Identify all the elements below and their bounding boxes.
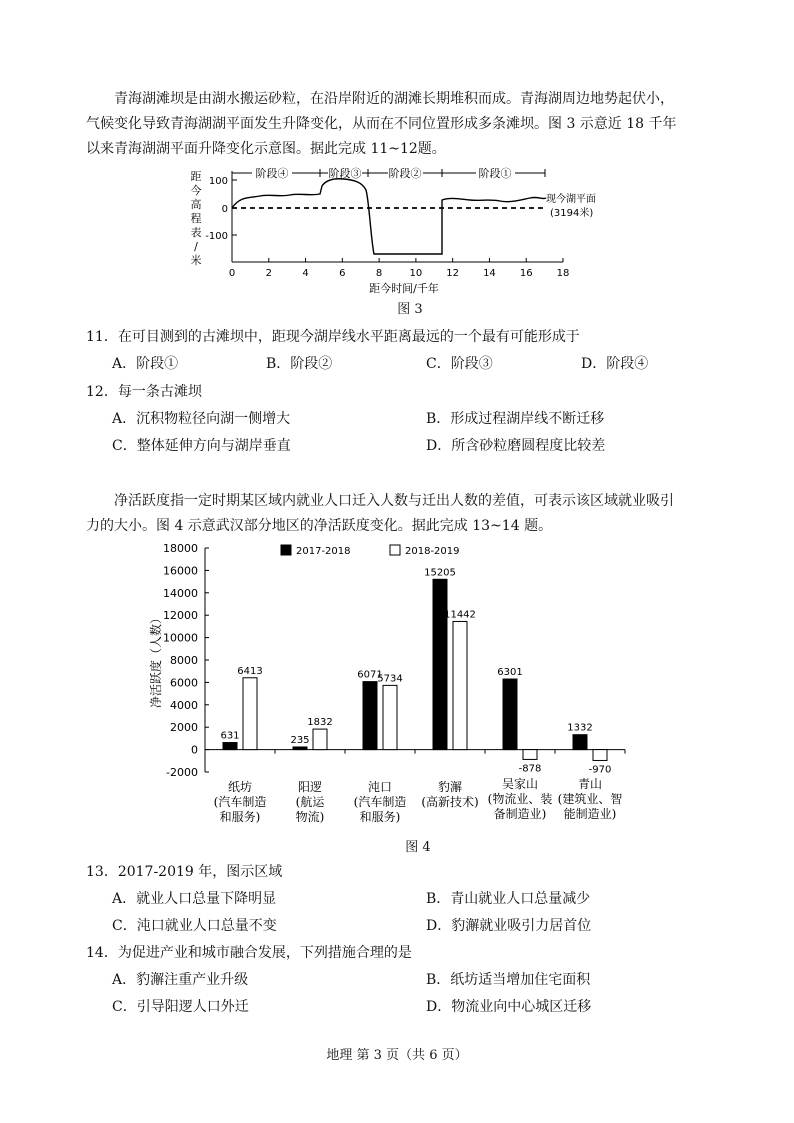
passage2-line2: 力的大小。图 4 示意武汉部分地区的净活跃度变化。据此完成 13~14 题。: [86, 518, 553, 534]
fig4-category-label: 沌口: [367, 780, 393, 794]
fig3-stage-bar: [232, 167, 545, 180]
fig4-bar-2018-2019: [383, 685, 397, 749]
q12-option-d[interactable]: D．所含砂粒磨圆程度比较差: [426, 438, 606, 454]
fig4-ytick-label: 0: [191, 743, 198, 757]
fig4-data-label: 6413: [237, 665, 263, 677]
fig4-data-label: 11442: [444, 609, 476, 621]
fig3-caption: 图 3: [397, 302, 423, 317]
fig4-ytick-label: 16000: [163, 564, 198, 578]
passage2-line1: 净活跃度指一定时期某区域内就业人口迁入人数与迁出人数的差值，可表示该区域就业吸引: [114, 493, 674, 509]
fig4-ytick-label: 14000: [163, 586, 198, 600]
fig4-bar-2018-2019: [593, 750, 607, 761]
figure-4-bar-chart: [140, 535, 640, 835]
fig4-legend-swatch-2018: [390, 545, 400, 555]
fig4-category-label: (汽车制造: [213, 795, 267, 809]
fig4-ytick-label: 18000: [163, 542, 198, 555]
fig4-data-label: 631: [220, 730, 240, 742]
fig3-y-label-char: /: [194, 240, 198, 253]
fig4-ytick-label: 10000: [163, 631, 198, 645]
fig4-legend-swatch-2017: [281, 545, 291, 555]
fig4-category-label: (物流业、装: [487, 792, 553, 806]
fig4-ytick-label: 4000: [170, 698, 198, 712]
fig4-ytick-label: 8000: [170, 654, 198, 667]
fig3-lake-label: 现今湖平面: [546, 194, 596, 205]
q14-option-a[interactable]: A．豹澥注重产业升级: [112, 972, 249, 988]
q13-option-a[interactable]: A．就业人口总量下降明显: [112, 891, 277, 907]
fig3-xtick-label: 12: [446, 268, 460, 279]
fig4-bar-2018-2019: [313, 729, 327, 750]
fig4-bar-2017-2018: [503, 679, 517, 750]
q14-option-d[interactable]: D．物流业向中心城区迁移: [426, 999, 592, 1015]
fig4-data-label: 15205: [424, 567, 456, 579]
fig3-stage-label: 阶段④: [255, 167, 289, 180]
fig4-bar-2017-2018: [363, 682, 377, 750]
q11-option-a[interactable]: A．阶段①: [112, 356, 179, 372]
fig4-data-label: 1332: [567, 722, 593, 734]
fig4-category-label: 阳逻: [297, 780, 323, 794]
fig3-y-label-char: 米: [190, 254, 202, 267]
q12-option-a[interactable]: A．沉积物粒径向湖一侧增大: [112, 411, 291, 427]
q13-option-c[interactable]: C．沌口就业人口总量不变: [112, 918, 277, 934]
fig4-data-label: 6301: [497, 667, 523, 679]
fig3-ytick: -100: [205, 231, 228, 242]
fig3-xtick-label: 4: [302, 268, 309, 279]
q14-option-b[interactable]: B．纸坊适当增加住宅面积: [426, 972, 591, 988]
fig3-y-label-char: 距: [190, 170, 202, 183]
fig4-axes: [205, 548, 625, 775]
q12-option-c[interactable]: C．整体延伸方向与湖岸垂直: [112, 438, 291, 454]
fig3-xtick-label: 16: [519, 268, 533, 279]
fig4-data-label: -878: [518, 763, 542, 775]
fig4-category-label: (建筑业、智: [557, 792, 623, 806]
q12-stem: 12．每一条古滩坝: [86, 384, 202, 400]
fig3-ytick: 0: [221, 204, 228, 215]
fig4-category-label: 纸坊: [227, 780, 253, 794]
q11-option-c[interactable]: C．阶段③: [426, 356, 493, 372]
fig4-category-label: 备制造业): [493, 807, 547, 821]
fig3-xtick-label: 0: [228, 268, 236, 279]
fig3-stage-label: 阶段③: [328, 167, 362, 180]
fig4-bar-2017-2018: [223, 743, 237, 750]
fig4-legend: [281, 545, 460, 557]
q12-option-b[interactable]: B．形成过程湖岸线不断迁移: [426, 411, 605, 427]
q11-option-b[interactable]: B．阶段②: [266, 356, 333, 372]
fig4-categories: [214, 776, 623, 824]
fig4-category-label: 和服务): [219, 810, 261, 824]
fig3-xtick-label: 14: [483, 268, 496, 279]
fig4-bar-2018-2019: [243, 678, 257, 750]
fig3-xtick-label: 2: [265, 268, 272, 279]
fig4-category-label: 青山: [577, 777, 603, 791]
fig3-xtick-label: 10: [409, 268, 423, 279]
page-footer: 地理 第 3 页（共 6 页）: [326, 1048, 468, 1063]
passage1-line1: 青海湖滩坝是由湖水搬运砂粒，在沿岸附近的湖滩长期堆积而成。青海湖周边地势起伏小，: [114, 91, 674, 107]
fig4-category-label: (高新技术): [421, 795, 479, 809]
fig4-bar-2017-2018: [433, 579, 447, 749]
fig4-bar-2017-2018: [293, 747, 307, 750]
q11-stem: 11．在可目测到的古滩坝中，距现今湖岸线水平距离最远的一个最有可能形成于: [86, 329, 580, 345]
q14-option-c[interactable]: C．引导阳逻人口外迁: [112, 999, 249, 1015]
fig4-category-label: (航运: [295, 795, 325, 809]
q13-option-b[interactable]: B．青山就业人口总量减少: [426, 891, 591, 907]
fig4-bar-2018-2019: [523, 750, 537, 760]
fig3-y-label-char: 程: [190, 212, 202, 225]
fig4-category-label: 豹澥: [437, 780, 463, 794]
fig4-data-label: 235: [290, 734, 310, 746]
fig4-category-label: 吴家山: [501, 777, 539, 791]
fig4-bar-2018-2019: [453, 621, 467, 749]
fig4-bars: [220, 567, 611, 775]
fig4-data-label: -970: [588, 764, 612, 776]
q11-option-d[interactable]: D．阶段④: [581, 356, 649, 372]
fig3-y-label-char: 表: [190, 226, 202, 239]
fig4-data-label: 5734: [377, 673, 403, 685]
fig3-y-label-char: 今: [190, 184, 202, 197]
fig4-bar-2017-2018: [573, 735, 587, 750]
passage1-line2: 气候变化导致青海湖湖平面发生升降变化，从而在不同位置形成多条滩坝。图 3 示意近 18 千年: [86, 116, 677, 132]
fig3-x-axis-label: 距今时间/千年: [369, 282, 439, 295]
q13-option-d[interactable]: D．豹澥就业吸引力居首位: [426, 918, 592, 934]
fig4-data-label: 1832: [307, 717, 333, 729]
figure-3-chart: [180, 160, 600, 305]
fig3-ytick: 100: [208, 176, 228, 187]
fig4-legend-label: 2018-2019: [405, 546, 460, 557]
fig3-xtick-label: 8: [375, 268, 383, 279]
fig4-y-ticks: [163, 542, 209, 779]
fig3-lake-level-curve: [232, 179, 546, 254]
fig3-stage-label: 阶段①: [478, 167, 512, 180]
fig4-ytick-label: 2000: [170, 721, 198, 735]
fig4-data-label: 6071: [357, 669, 383, 681]
fig4-ytick-label: -2000: [166, 766, 198, 779]
fig4-caption: 图 4: [405, 840, 431, 855]
q14-stem: 14．为促进产业和城市融合发展，下列措施合理的是: [86, 945, 412, 961]
fig4-ytick-label: 12000: [163, 609, 198, 623]
passage1-line3: 以来青海湖湖平面升降变化示意图。据此完成 11~12题。: [86, 141, 446, 157]
fig3-x-ticks: [229, 258, 570, 279]
fig3-y-axis-label: [191, 170, 202, 267]
fig3-lake-label: (3194米): [550, 208, 594, 219]
fig4-category-label: 和服务): [359, 810, 401, 824]
fig4-ytick-label: 6000: [170, 676, 198, 690]
fig4-legend-label: 2017-2018: [296, 546, 351, 557]
q13-stem: 13．2017-2019 年，图示区域: [86, 864, 283, 880]
fig3-xtick-label: 6: [339, 268, 346, 279]
fig4-category-label: (汽车制造: [353, 795, 407, 809]
fig3-y-label-char: 高: [190, 198, 202, 211]
fig4-category-label: 物流): [295, 810, 325, 824]
fig3-stage-label: 阶段②: [388, 167, 422, 180]
fig3-xtick-label: 18: [556, 268, 570, 279]
fig4-category-label: 能制造业): [563, 807, 617, 821]
fig4-y-axis-label: 净活跃度（人数）: [149, 611, 163, 709]
